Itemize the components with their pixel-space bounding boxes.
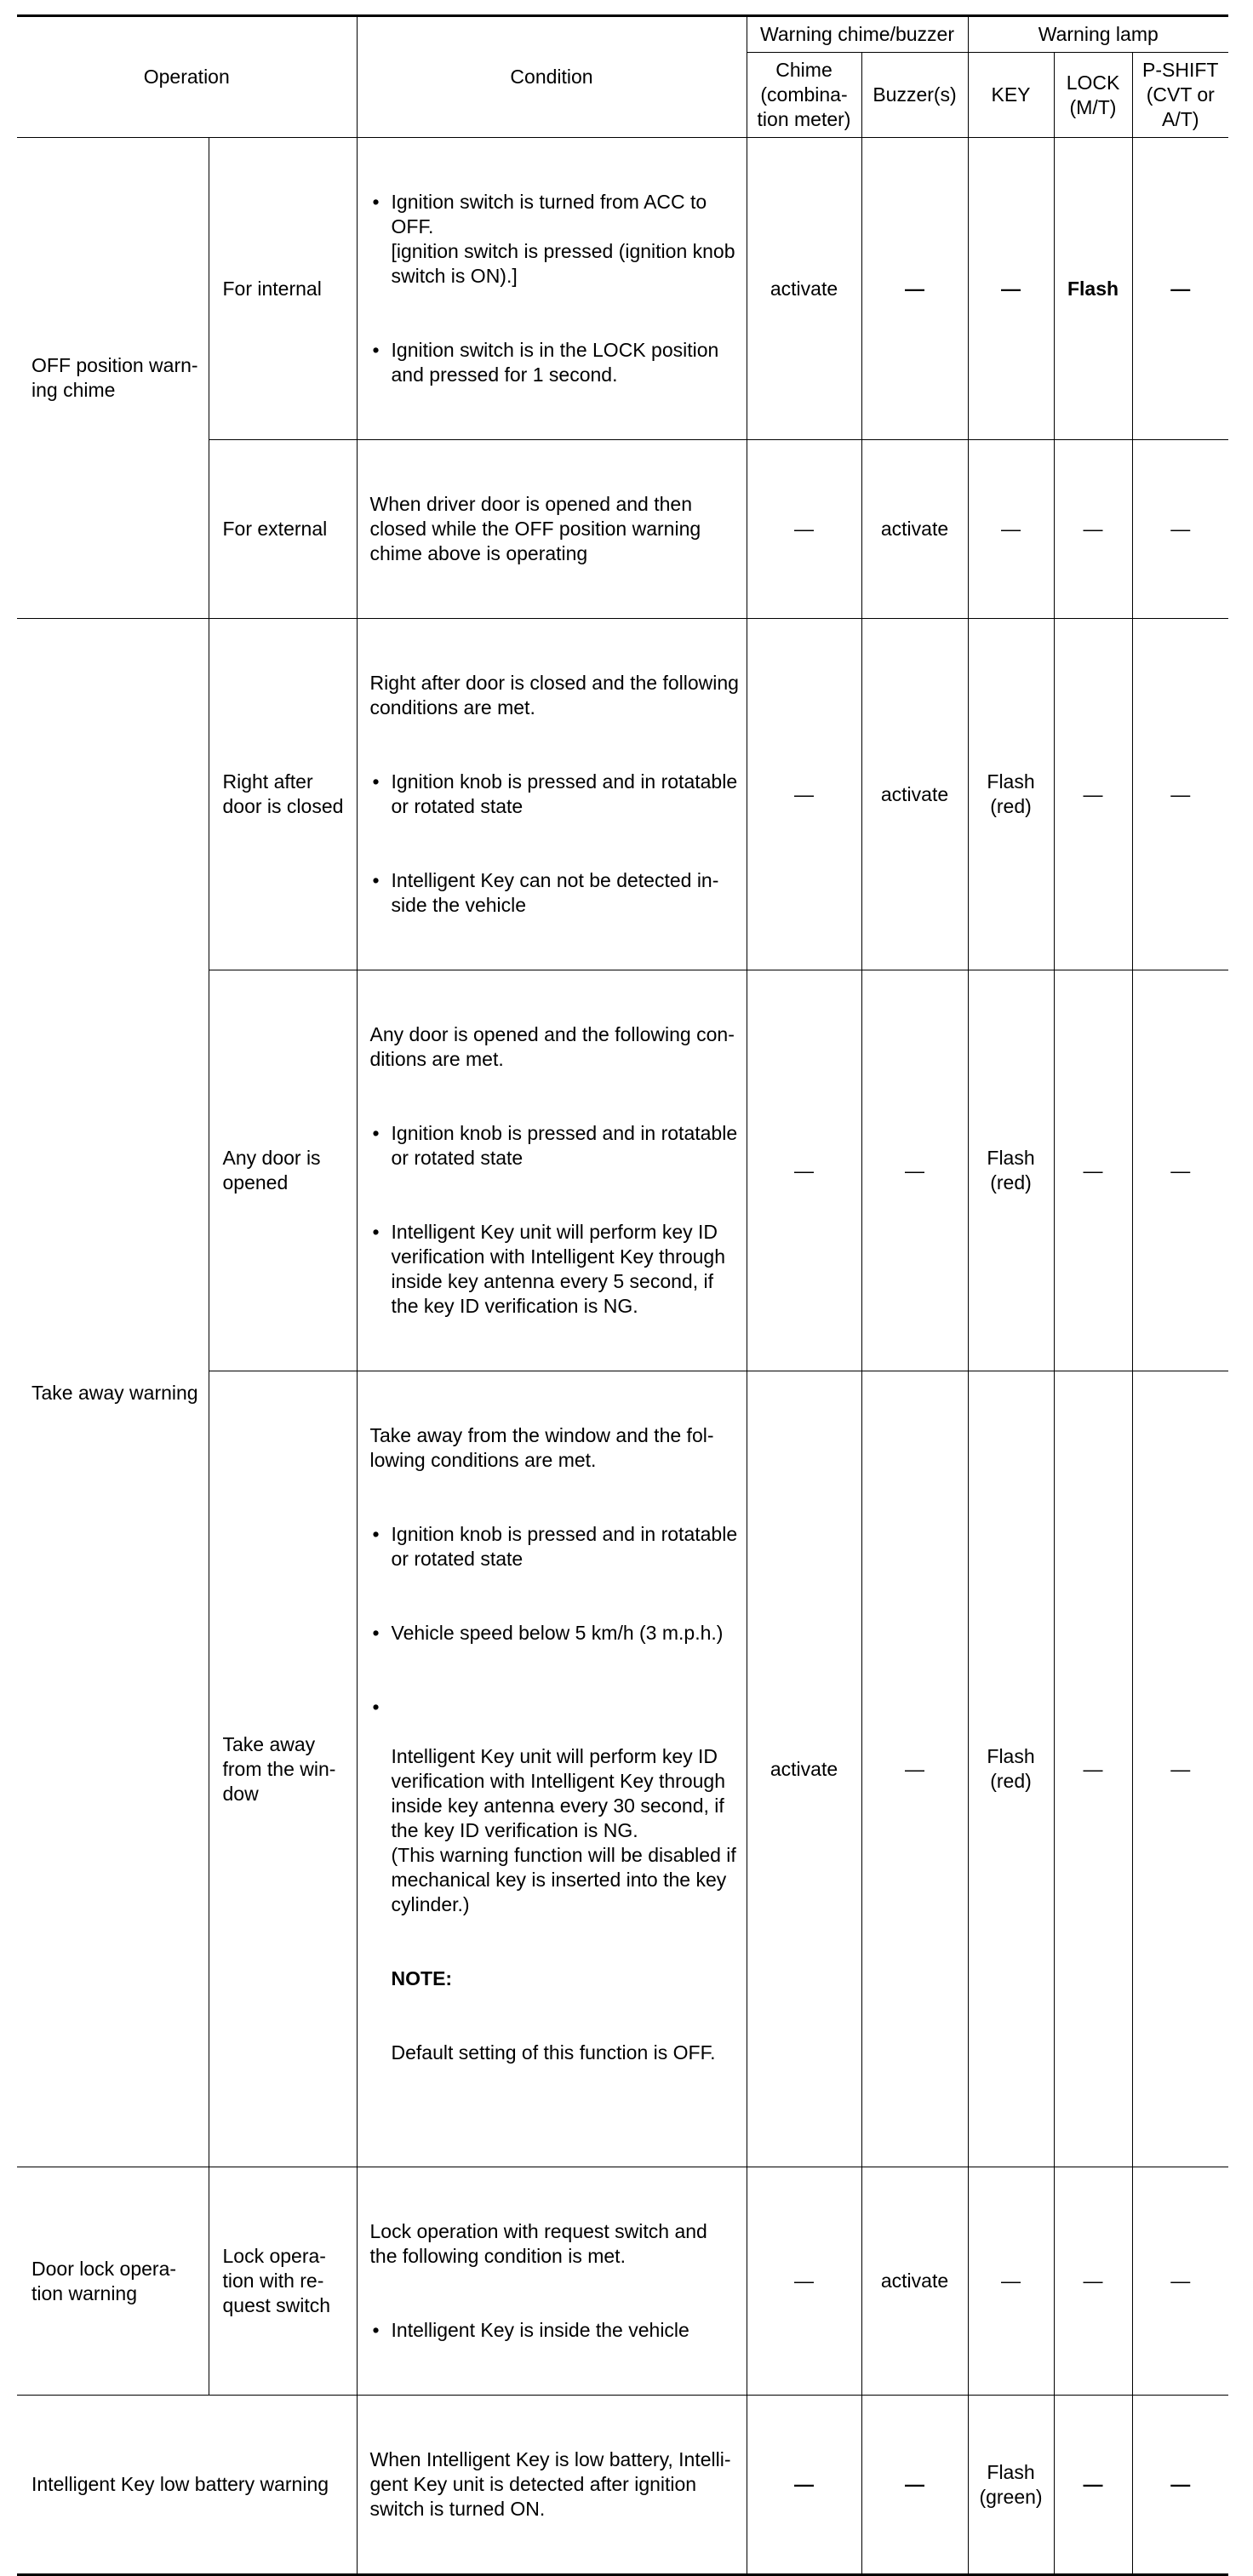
bullet-item: • Ignition knob is pressed and in rotatable or rotated state xyxy=(370,770,743,819)
operation-cell: Take away warning xyxy=(17,619,209,2167)
header-pshift-lamp: P-SHIFT (CVT or A/T) xyxy=(1132,53,1228,138)
bullet-item: • Vehicle speed below 5 km/h (3 m.p.h.) xyxy=(370,1621,743,1646)
bullet-item: • Ignition knob is pressed and in rotatable or rotated state xyxy=(370,1522,743,1571)
bullet-item: • Intelligent Key unit will perform key ID verification with Intelligent Key through inside key antenna every 5 second, if the key ID verification is NG. xyxy=(370,1220,743,1319)
key-lamp-cell: Flash (green) xyxy=(968,2396,1054,2575)
sub-operation-cell: Take away from the win- dow xyxy=(209,1371,357,2167)
chime-cell: — xyxy=(747,2167,861,2396)
bullet-item: • Intelligent Key can not be detected in- side the vehicle xyxy=(370,868,743,918)
table-row xyxy=(17,2396,1228,2575)
lock-lamp-cell: — xyxy=(1054,2396,1132,2575)
condition-cell xyxy=(357,440,747,619)
condition-cell xyxy=(357,619,747,970)
buzzer-cell: — xyxy=(861,970,968,1371)
key-lamp-cell: — xyxy=(968,2167,1054,2396)
operation-cell: OFF position warn- ing chime xyxy=(17,138,209,619)
chime-cell: activate xyxy=(747,138,861,440)
header-chime: Chime (combina- tion meter) xyxy=(747,53,861,138)
operation-cell: Intelligent Key low battery warning xyxy=(17,2396,357,2575)
table-row xyxy=(17,138,1228,440)
header-operation: Operation xyxy=(17,16,357,138)
pshift-lamp-cell: — xyxy=(1132,2167,1228,2396)
lock-lamp-cell: — xyxy=(1054,970,1132,1371)
warning-function-table xyxy=(17,14,1228,2576)
condition-cell xyxy=(357,970,747,1371)
lock-lamp-cell: — xyxy=(1054,1371,1132,2167)
table-header xyxy=(17,16,1228,138)
chime-cell: — xyxy=(747,619,861,970)
operation-cell: Door lock opera- tion warning xyxy=(17,2167,209,2396)
buzzer-cell: — xyxy=(861,138,968,440)
key-lamp-cell: Flash (red) xyxy=(968,619,1054,970)
condition-cell xyxy=(357,2167,747,2396)
condition-text: When Intelligent Key is low battery, Intelli- gent Key unit is detected after ignition switch is turned ON. xyxy=(369,2448,731,2520)
bullet-item: • Ignition switch is turned from ACC to OFF. [ignition switch is pressed (ignition knob switch is ON).] xyxy=(370,190,743,289)
lock-lamp-cell: Flash xyxy=(1054,138,1132,440)
bullet-text: • Intelligent Key unit will perform key ID verification with Intelligent Key through inside key antenna every 30 second, if the key ID verification is NG. (This warning function will be disabled if mechanical key is inserted into the key cylinder.) xyxy=(391,1745,736,1915)
condition-cell xyxy=(357,1371,747,2167)
sub-operation-cell: For internal xyxy=(209,138,357,440)
bullet-item: • Ignition switch is in the LOCK position and pressed for 1 second. xyxy=(370,338,743,387)
header-warning-chime-buzzer: Warning chime/buzzer xyxy=(747,16,968,53)
pshift-lamp-cell: — xyxy=(1132,138,1228,440)
buzzer-cell: activate xyxy=(861,619,968,970)
key-lamp-cell: Flash (red) xyxy=(968,970,1054,1371)
bullet-item: • Ignition knob is pressed and in rotatable or rotated state xyxy=(370,1121,743,1171)
buzzer-cell: activate xyxy=(861,2167,968,2396)
table-row xyxy=(17,619,1228,970)
sub-operation-cell: Any door is opened xyxy=(209,970,357,1371)
lock-lamp-cell: — xyxy=(1054,619,1132,970)
note-label: NOTE: xyxy=(391,1967,453,1989)
pshift-lamp-cell: — xyxy=(1132,2396,1228,2575)
sub-operation-cell: Right after door is closed xyxy=(209,619,357,970)
chime-cell: — xyxy=(747,2396,861,2575)
condition-text: Right after door is closed and the following conditions are met. xyxy=(369,672,739,718)
pshift-lamp-cell: — xyxy=(1132,1371,1228,2167)
key-lamp-cell: — xyxy=(968,138,1054,440)
header-condition: Condition xyxy=(357,16,747,138)
condition-text: Lock operation with request switch and the following condition is met. xyxy=(369,2220,707,2267)
lock-lamp-cell: — xyxy=(1054,2167,1132,2396)
header-key-lamp: KEY xyxy=(968,53,1054,138)
buzzer-cell: — xyxy=(861,1371,968,2167)
pshift-lamp-cell: — xyxy=(1132,619,1228,970)
condition-text: When driver door is opened and then closed while the OFF position warning chime above is operating xyxy=(369,493,701,564)
pshift-lamp-cell: — xyxy=(1132,970,1228,1371)
chime-cell: activate xyxy=(747,1371,861,2167)
chime-cell: — xyxy=(747,970,861,1371)
sub-operation-cell: Lock opera- tion with re- quest switch xyxy=(209,2167,357,2396)
chime-cell: — xyxy=(747,440,861,619)
key-lamp-cell: — xyxy=(968,440,1054,619)
header-buzzer: Buzzer(s) xyxy=(861,53,968,138)
header-warning-lamp: Warning lamp xyxy=(968,16,1228,53)
lock-lamp-cell: — xyxy=(1054,440,1132,619)
table-row xyxy=(17,2167,1228,2396)
condition-text: Any door is opened and the following con- ditions are met. xyxy=(369,1023,735,1070)
buzzer-cell: activate xyxy=(861,440,968,619)
condition-cell xyxy=(357,138,747,440)
sub-operation-cell: For external xyxy=(209,440,357,619)
note-text: Default setting of this function is OFF. xyxy=(391,2041,716,2064)
condition-cell xyxy=(357,2396,747,2575)
header-lock-lamp: LOCK (M/T) xyxy=(1054,53,1132,138)
pshift-lamp-cell: — xyxy=(1132,440,1228,619)
key-lamp-cell: Flash (red) xyxy=(968,1371,1054,2167)
buzzer-cell: — xyxy=(861,2396,968,2575)
condition-text: Take away from the window and the fol- lowing conditions are met. xyxy=(369,1424,714,1471)
bullet-item xyxy=(370,1695,743,2115)
table-body xyxy=(17,138,1228,2575)
header-row xyxy=(17,16,1228,53)
bullet-item: • Intelligent Key is inside the vehicle xyxy=(370,2318,743,2343)
